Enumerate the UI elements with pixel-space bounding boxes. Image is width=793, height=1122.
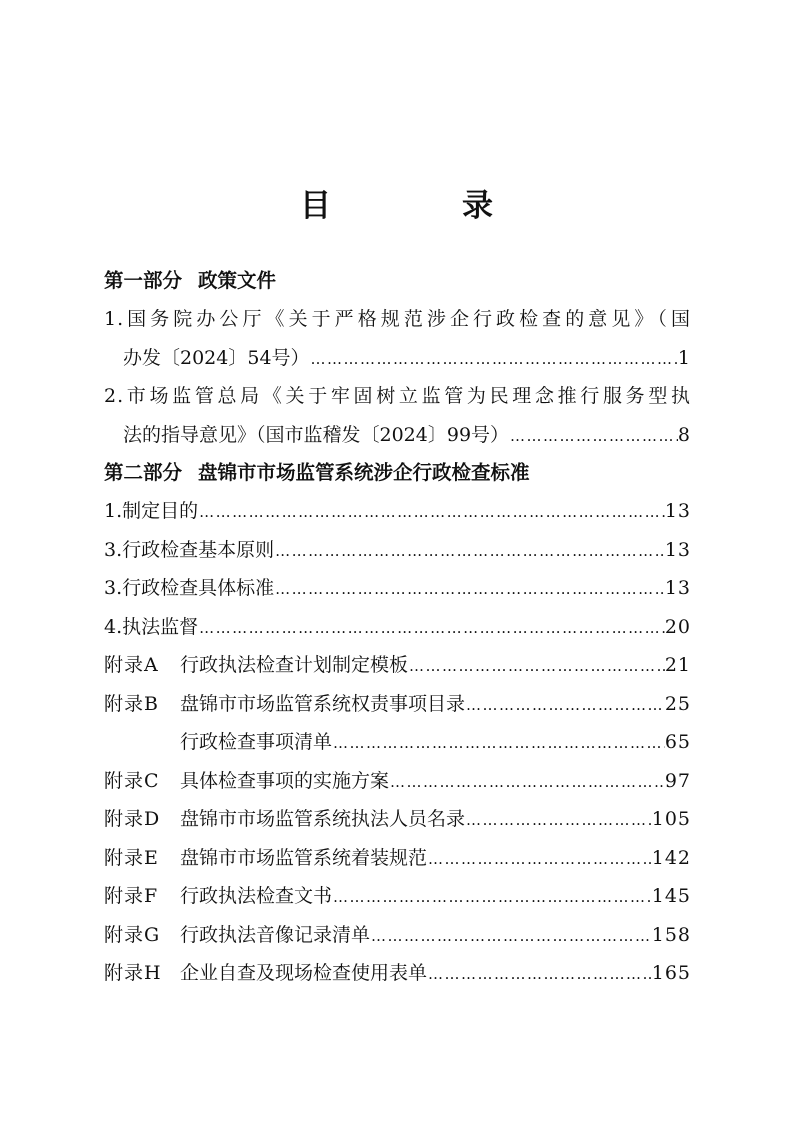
leader-dots xyxy=(310,340,678,379)
appendix-label: 附录D xyxy=(104,808,161,830)
leader-dots xyxy=(427,840,652,879)
appendix-label: 附录B xyxy=(104,692,159,715)
toc-entry-page: 165 xyxy=(651,962,691,984)
toc-entry-part2-1[interactable] xyxy=(104,492,691,531)
table-of-contents xyxy=(104,262,691,993)
toc-entry-page: 142 xyxy=(651,846,691,869)
toc-entry-text: 行政执法检查计划制定模板 xyxy=(180,654,409,676)
leader-dots xyxy=(274,532,665,571)
toc-entry-text: 盘锦市市场监管系统着装规范 xyxy=(180,846,428,869)
toc-entry-appendix-b[interactable] xyxy=(104,685,691,724)
leader-dots xyxy=(332,724,665,763)
toc-entry-text: 盘锦市市场监管系统执法人员名录 xyxy=(180,808,466,830)
toc-entry-text: 2.市场监管总局《关于牢固树立监管为民理念推行服务型执 xyxy=(104,385,691,407)
toc-entry-text: 行政检查事项清单 xyxy=(180,731,333,753)
toc-entry-text: 盘锦市市场监管系统权责事项目录 xyxy=(180,692,466,715)
toc-entry-part1-1[interactable] xyxy=(104,300,691,377)
toc-entry-text: 4.执法监督 xyxy=(104,615,199,638)
toc-entry-page: 145 xyxy=(651,885,691,907)
leader-dots xyxy=(465,801,652,840)
toc-entry-appendix-b-sub[interactable] xyxy=(104,723,691,762)
leader-dots xyxy=(465,686,665,725)
part2-heading-title: 盘锦市市场监管系统涉企行政检查标准 xyxy=(198,461,530,484)
appendix-label: 附录E xyxy=(104,846,159,869)
part2-heading-number: 第二部分 xyxy=(104,461,183,484)
toc-entry-part2-3[interactable] xyxy=(104,569,691,608)
toc-entry-appendix-f[interactable] xyxy=(104,877,691,916)
leader-dots xyxy=(198,609,665,648)
leader-dots xyxy=(274,570,665,609)
appendix-label: 附录F xyxy=(104,885,159,907)
part1-heading-title: 政策文件 xyxy=(198,269,277,292)
toc-entry-text: 1.国务院办公厅《关于严格规范涉企行政检查的意见》（国 xyxy=(104,308,691,330)
toc-entry-appendix-a[interactable] xyxy=(104,646,691,685)
part1-heading-number: 第一部分 xyxy=(104,269,183,292)
leader-dots xyxy=(509,417,678,456)
toc-entry-part2-2[interactable] xyxy=(104,531,691,570)
toc-entry-page: 13 xyxy=(664,577,691,599)
toc-entry-page: 25 xyxy=(664,692,691,715)
toc-entry-page: 8 xyxy=(677,423,691,446)
toc-entry-text-cont: 法的指导意见》（国市监稽发〔2024〕99号） xyxy=(123,423,510,446)
toc-entry-page: 13 xyxy=(664,500,691,522)
toc-entry-text: 3.行政检查具体标准 xyxy=(104,577,275,599)
toc-entry-part2-4[interactable] xyxy=(104,608,691,647)
toc-entry-appendix-d[interactable] xyxy=(104,800,691,839)
page-title: 目 录 xyxy=(300,188,543,224)
toc-entry-appendix-h[interactable] xyxy=(104,954,691,993)
toc-entry-page: 97 xyxy=(664,769,691,792)
toc-entry-text: 企业自查及现场检查使用表单 xyxy=(180,962,428,984)
toc-entry-appendix-g[interactable] xyxy=(104,916,691,955)
toc-entry-page: 65 xyxy=(664,731,691,753)
toc-entry-page: 1 xyxy=(677,346,691,369)
toc-entry-text: 行政执法音像记录清单 xyxy=(180,923,371,946)
leader-dots xyxy=(427,955,652,994)
leader-dots xyxy=(198,493,665,532)
toc-entry-page: 13 xyxy=(664,538,691,561)
toc-entry-page: 158 xyxy=(651,923,691,946)
appendix-label: 附录C xyxy=(104,769,160,792)
toc-entry-page: 20 xyxy=(664,615,691,638)
appendix-label: 附录H xyxy=(104,962,162,984)
appendix-label: 附录G xyxy=(104,923,161,946)
toc-entry-appendix-c[interactable] xyxy=(104,762,691,801)
part2-heading[interactable] xyxy=(104,454,691,492)
part1-heading[interactable] xyxy=(104,262,691,300)
leader-dots xyxy=(408,647,665,686)
toc-entry-appendix-e[interactable] xyxy=(104,839,691,878)
toc-entry-part1-2[interactable] xyxy=(104,377,691,454)
leader-dots xyxy=(332,878,652,917)
toc-entry-text: 具体检查事项的实施方案 xyxy=(180,769,390,792)
toc-entry-text: 行政执法检查文书 xyxy=(180,885,333,907)
toc-entry-text-cont: 办发〔2024〕54号） xyxy=(123,346,310,369)
toc-entry-page: 21 xyxy=(664,654,691,676)
leader-dots xyxy=(370,917,652,956)
leader-dots xyxy=(389,763,665,802)
toc-entry-page: 105 xyxy=(651,808,691,830)
toc-entry-text: 3.行政检查基本原则 xyxy=(104,538,275,561)
appendix-label: 附录A xyxy=(104,654,159,676)
toc-entry-text: 1.制定目的 xyxy=(104,500,199,522)
